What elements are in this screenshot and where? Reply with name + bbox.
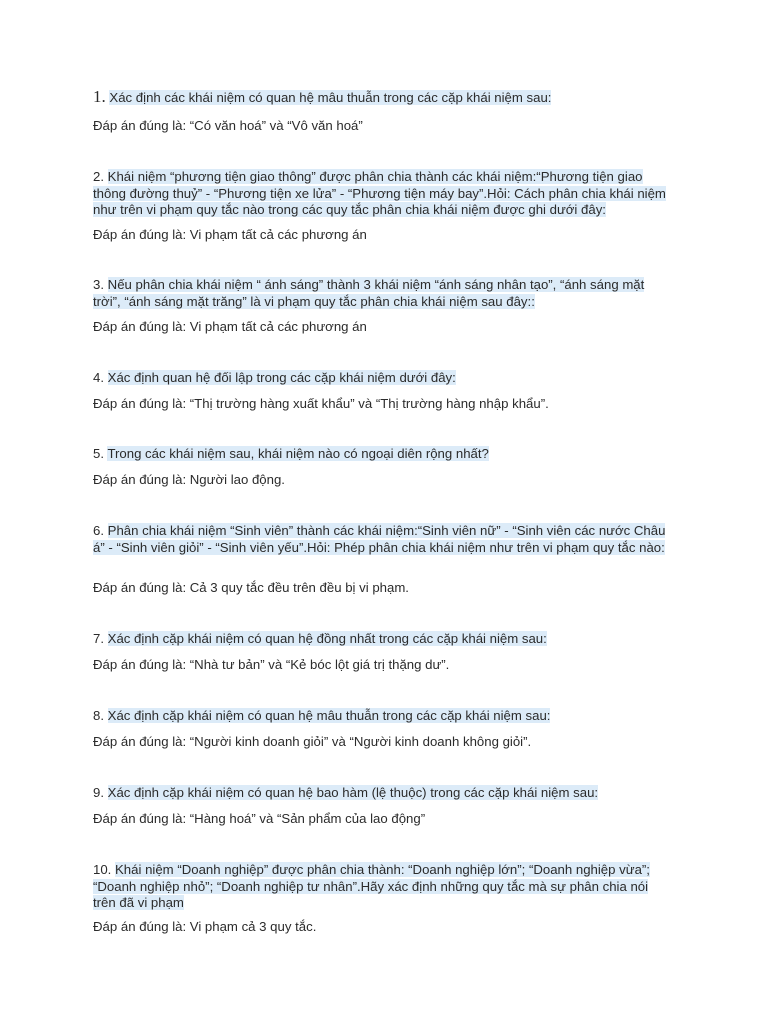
question-text: Xác định các khái niệm có quan hệ mâu thuẫn trong các cặp khái niệm sau: [109,90,552,105]
question-text: Xác định cặp khái niệm có quan hệ mâu thuẫn trong các cặp khái niệm sau: [107,708,551,723]
answer-9: Đáp án đúng là: “Hàng hoá” và “Sản phẩm của lao động” [93,811,426,826]
answer-7: Đáp án đúng là: “Nhà tư bản” và “Kẻ bóc lột giá trị thặng dư”. [93,657,450,672]
question-1 [93,89,673,107]
question-number: 2. [93,169,104,184]
question-number: 1. [93,87,106,106]
question-number: 8. [93,708,104,723]
question-7 [93,631,673,648]
answer-5: Đáp án đúng là: Người lao động. [93,472,285,487]
question-text: Nếu phân chia khái niệm “ ánh sáng” thành 3 khái niệm “ánh sáng nhân tạo”, “ánh sáng mặt trời”, “ánh sáng mặt trăng” là vi phạm quy tắc phân chia khái niệm sau đây:: [93,277,645,309]
question-number: 4. [93,370,104,385]
answer-2: Đáp án đúng là: Vi phạm tất cả các phương án [93,227,367,242]
question-6 [93,523,673,556]
question-3 [93,277,673,310]
question-8 [93,708,673,725]
answer-6: Đáp án đúng là: Cả 3 quy tắc đều trên đều bị vi phạm. [93,580,409,595]
question-number: 5. [93,446,104,461]
question-number: 10. [93,862,112,877]
question-text: Phân chia khái niệm “Sinh viên” thành các khái niệm:“Sinh viên nữ” - “Sinh viên các nước Châu á” - “Sinh viên giỏi” - “Sinh viên yếu”.Hỏi: Phép phân chia khái niệm như trên vi phạm quy tắc nào: [93,523,666,555]
question-text: Xác định quan hệ đối lập trong các cặp khái niệm dưới đây: [107,370,456,385]
question-text: Khái niệm “phương tiện giao thông” được phân chia thành các khái niệm:“Phương tiện giao thông đường thuỷ” - “Phương tiện xe lửa” - “Phương tiện máy bay”.Hỏi: Cách phân chia khái niệm như trên vi phạm quy tắc nào trong các quy tắc phân chia khái niệm được ghi dưới đây: [93,169,666,217]
answer-8: Đáp án đúng là: “Người kinh doanh giỏi” và “Người kinh doanh không giỏi”. [93,734,532,749]
question-text: Trong các khái niệm sau, khái niệm nào có ngoại diên rộng nhất? [107,446,489,461]
question-5 [93,446,673,463]
question-number: 3. [93,277,104,292]
question-number: 6. [93,523,104,538]
question-text: Xác định cặp khái niệm có quan hệ đồng nhất trong các cặp khái niệm sau: [107,631,547,646]
question-number: 9. [93,785,104,800]
question-9 [93,785,673,802]
answer-1: Đáp án đúng là: “Có văn hoá” và “Vô văn hoá” [93,118,363,133]
answer-4: Đáp án đúng là: “Thị trường hàng xuất khẩu” và “Thị trường hàng nhập khẩu”. [93,396,549,411]
question-4 [93,370,673,387]
question-number: 7. [93,631,104,646]
answer-3: Đáp án đúng là: Vi phạm tất cả các phương án [93,319,367,334]
question-2 [93,169,673,219]
question-text: Khái niệm “Doanh nghiệp” được phân chia thành: “Doanh nghiệp lớn”; “Doanh nghiệp vừa”; “Doanh nghiệp nhỏ”; “Doanh nghiệp tư nhân”.Hãy xác định những quy tắc mà sự phân chia nói trên đã vi phạm [93,862,650,910]
question-text: Xác định cặp khái niệm có quan hệ bao hàm (lệ thuộc) trong các cặp khái niệm sau: [107,785,599,800]
question-10 [93,862,673,912]
answer-10: Đáp án đúng là: Vi phạm cả 3 quy tắc. [93,919,317,934]
